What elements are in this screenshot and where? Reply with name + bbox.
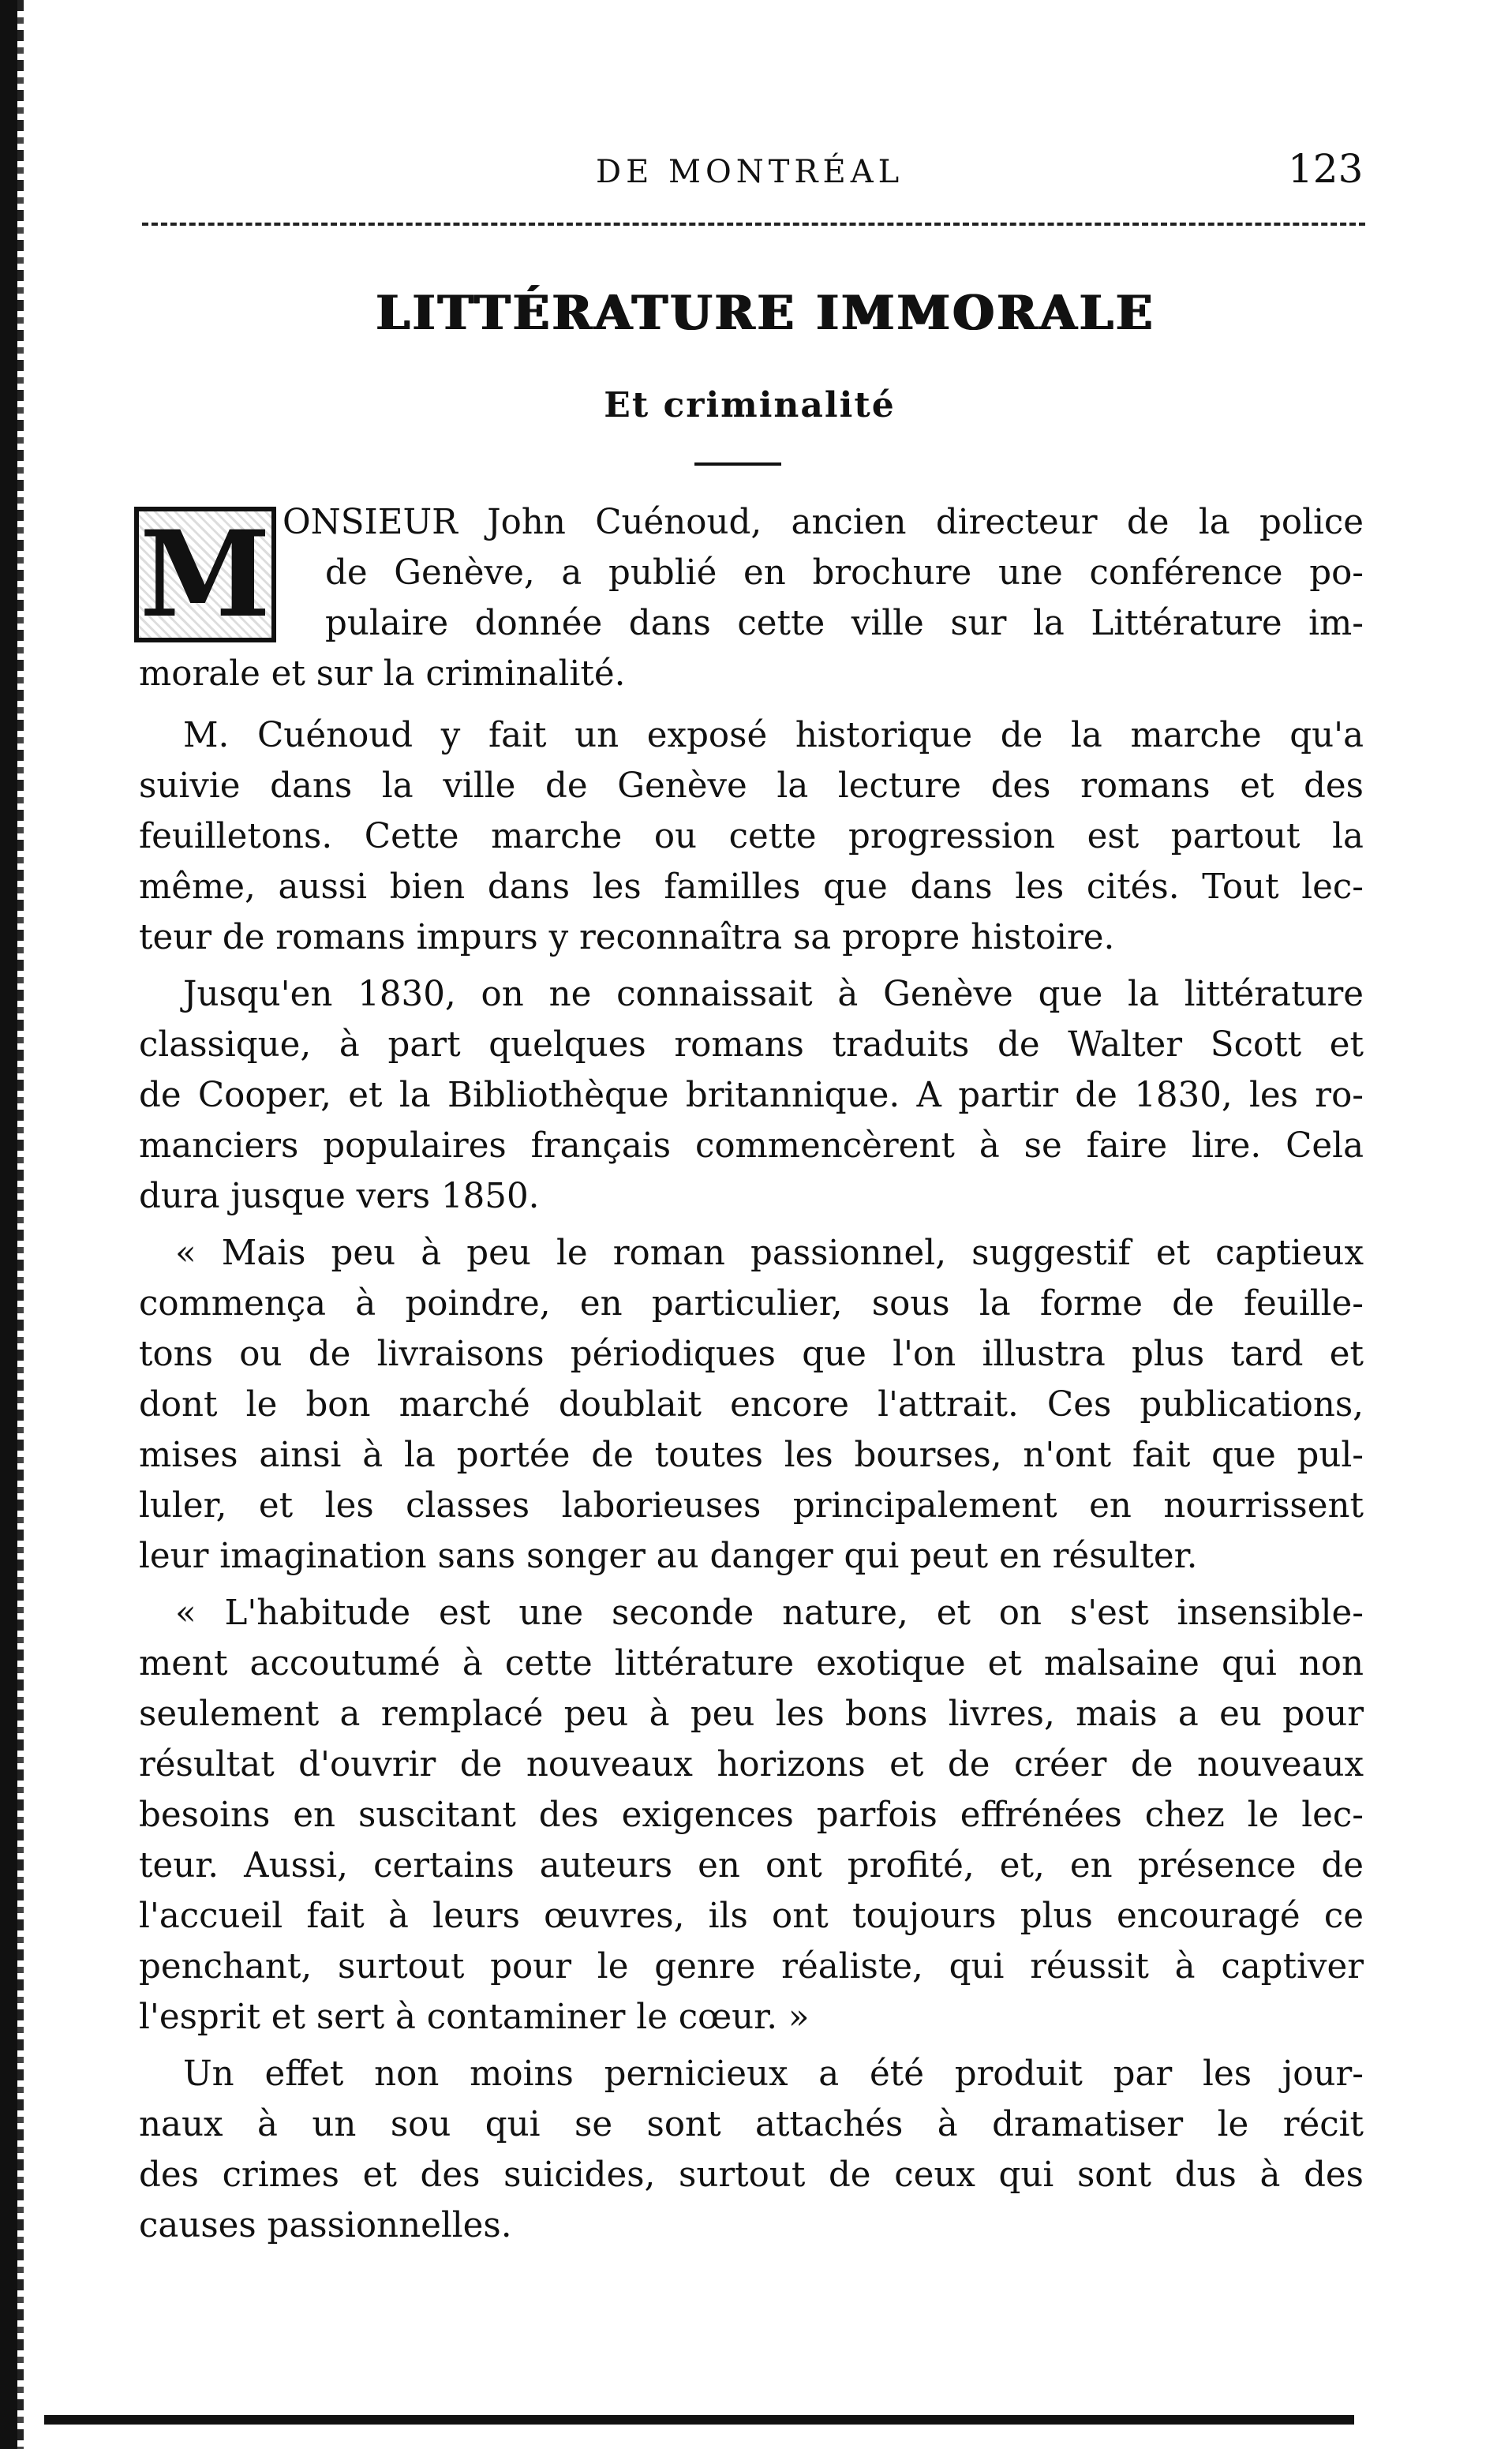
- text-line: classique, à part quelques romans traduits de Walter Scott et: [139, 1025, 1364, 1065]
- text-line: ONSIEUR John Cuénoud, ancien directeur de la police: [283, 503, 1364, 542]
- article-title: LITTÉRATURE IMMORALE: [376, 286, 1155, 341]
- text-line: teur. Aussi, certains auteurs en ont profité, et, en présence de: [139, 1846, 1364, 1885]
- text-line: luler, et les classes laborieuses principalement en nourrissent: [139, 1486, 1364, 1526]
- header-rule: [142, 223, 1365, 226]
- page-binding-edge: [0, 0, 17, 2449]
- text-line: tons ou de livraisons périodiques que l'on illustra plus tard et: [139, 1335, 1364, 1374]
- text-line: M. Cuénoud y fait un exposé historique de la marche qu'a: [183, 716, 1364, 755]
- text-line: l'esprit et sert à contaminer le cœur. »: [139, 1998, 810, 2037]
- text-line: causes passionnelles.: [139, 2206, 512, 2245]
- running-title: DE MONTRÉAL: [596, 154, 904, 190]
- text-line: résultat d'ouvrir de nouveaux horizons et de créer de nouveaux: [139, 1745, 1364, 1784]
- text-line: même, aussi bien dans les familles que dans les cités. Tout lec-: [139, 867, 1364, 907]
- text-line-a: pulaire donnée dans cette ville sur la Littérature im-: [325, 604, 1364, 643]
- text-line: dont le bon marché doublait encore l'attrait. Ces publications,: [139, 1385, 1364, 1425]
- text-line: morale et sur la criminalité.: [139, 654, 626, 694]
- text-line: suivie dans la ville de Genève la lecture des romans et des: [139, 766, 1364, 806]
- text-line: naux à un sou qui se sont attachés à dramatiser le récit: [139, 2105, 1364, 2144]
- text-line: mises ainsi à la portée de toutes les bourses, n'ont fait que pul-: [139, 1436, 1364, 1475]
- text-line: feuilletons. Cette marche ou cette progression est partout la: [139, 817, 1364, 856]
- text-line: Un effet non moins pernicieux a été produit par les jour-: [183, 2054, 1364, 2094]
- text-line: de Cooper, et la Bibliothèque britannique. A partir de 1830, les ro-: [139, 1076, 1364, 1115]
- text-line: dura jusque vers 1850.: [139, 1177, 540, 1216]
- text-line: besoins en suscitant des exigences parfois effrénées chez le lec-: [139, 1796, 1364, 1835]
- text-line: commença à poindre, en particulier, sous la forme de feuille-: [139, 1284, 1364, 1324]
- text-line: de Genève, a publié en brochure une conférence po-: [325, 553, 1364, 593]
- title-divider: [694, 462, 781, 466]
- text-line: penchant, surtout pour le genre réaliste, qui réussit à captiver: [139, 1947, 1364, 1987]
- page-binding-texture: [17, 0, 24, 2449]
- page-bottom-edge: [44, 2415, 1354, 2425]
- text-line: Jusqu'en 1830, on ne connaissait à Genève que la littérature: [183, 975, 1364, 1014]
- text-line: « L'habitude est une seconde nature, et on s'est insensible-: [175, 1593, 1364, 1633]
- text-line: teur de romans impurs y reconnaîtra sa propre histoire.: [139, 918, 1115, 957]
- text-line: leur imagination sans songer au danger qui peut en résulter.: [139, 1537, 1198, 1576]
- text-line: seulement a remplacé peu à peu les bons livres, mais a eu pour: [139, 1694, 1364, 1734]
- text-line: [325, 598, 1364, 649]
- running-head: [0, 146, 1512, 201]
- text-line: « Mais peu à peu le roman passionnel, suggestif et captieux: [175, 1234, 1364, 1273]
- text-line: des crimes et des suicides, surtout de ceux qui sont dus à des: [139, 2155, 1364, 2195]
- ornamental-drop-cap: [134, 507, 276, 642]
- article-subtitle: Et criminalité: [604, 385, 896, 425]
- text-line: l'accueil fait à leurs œuvres, ils ont toujours plus encouragé ce: [139, 1897, 1364, 1936]
- page-number: 123: [1288, 146, 1364, 192]
- drop-cap-letter: M: [139, 505, 271, 644]
- text-line: ment accoutumé à cette littérature exotique et malsaine qui non: [139, 1644, 1364, 1683]
- text-line: manciers populaires français commencèrent à se faire lire. Cela: [139, 1126, 1364, 1166]
